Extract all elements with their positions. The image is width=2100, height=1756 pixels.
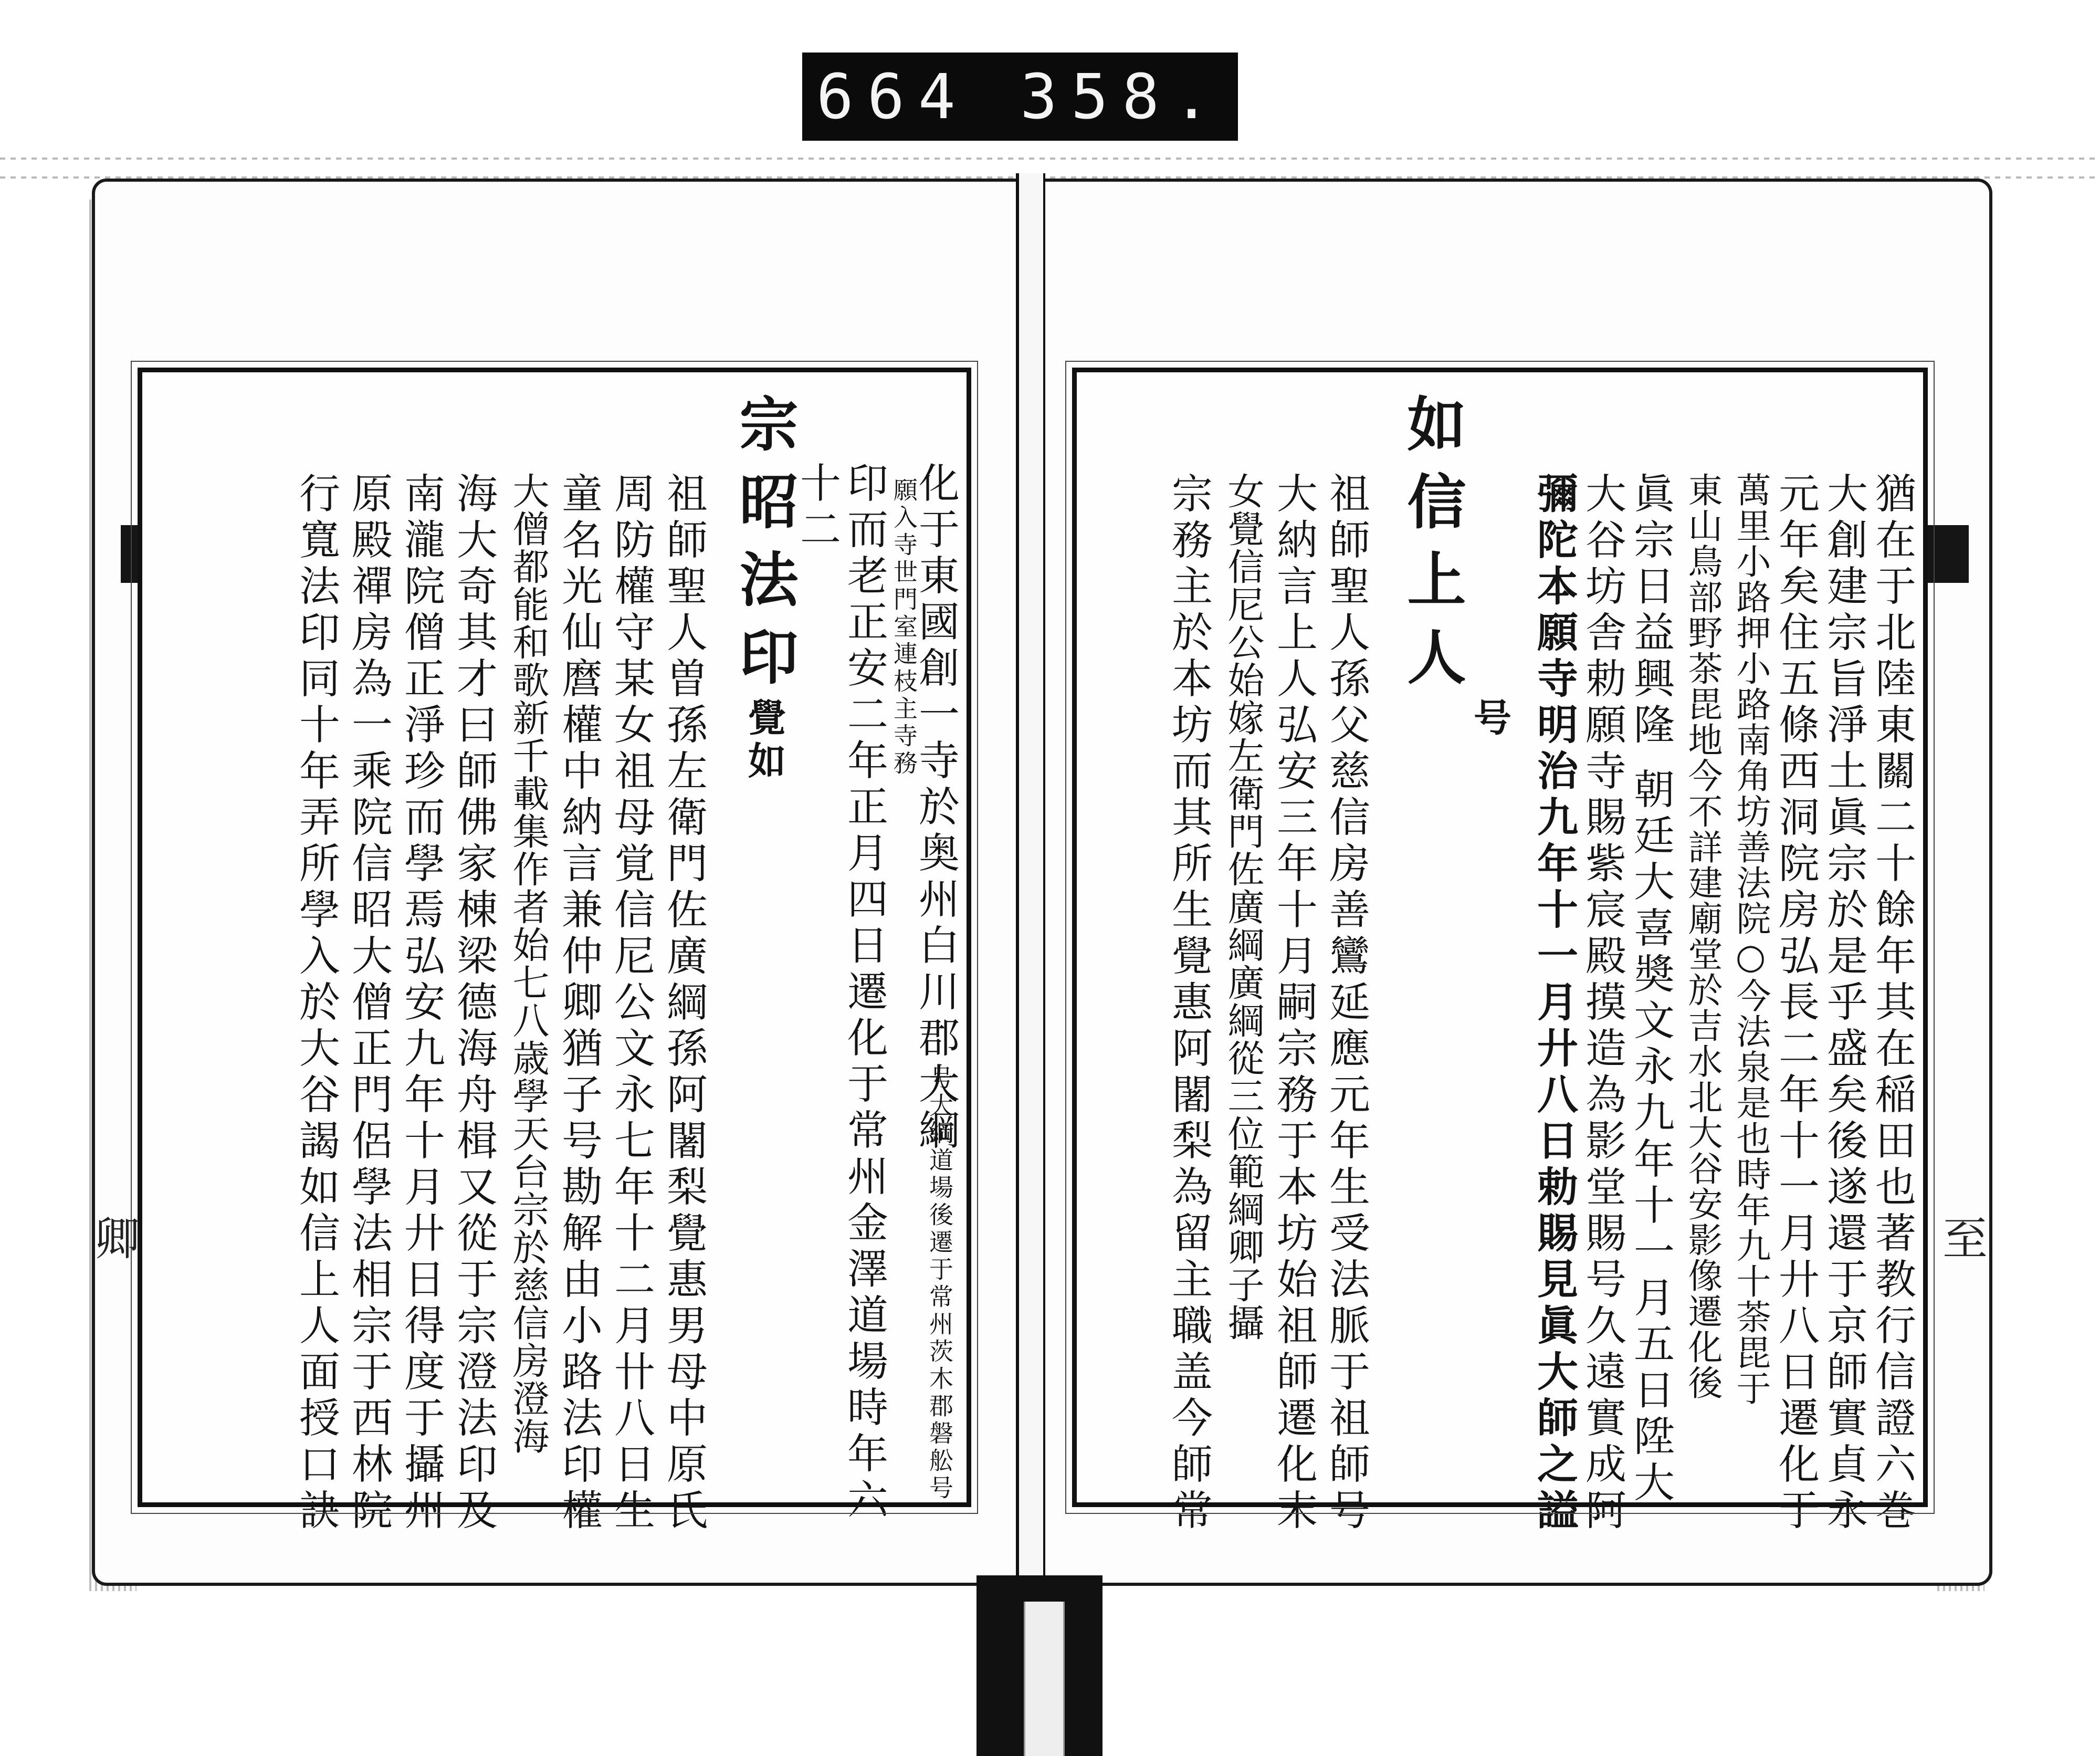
archive-number-label: 664 358.: [802, 53, 1238, 141]
body-column: 童名光仙麿權中納言兼仲卿猶子号勘解由小路法印權: [555, 472, 602, 1535]
body-column: 萬里小路押小路南角坊善法院○今法泉是也時年九十荼毘于: [1730, 472, 1771, 1406]
left-margin-mark: 卿: [94, 1213, 140, 1266]
right-margin-mark: 至: [1942, 1213, 1988, 1266]
entry-author: 号: [1467, 698, 1512, 741]
body-column: 宗務主於本坊而其所生覺惠阿闍梨為留主職盖今師常: [1165, 472, 1212, 1535]
intro-column: 印而老正安二年正月四日遷化于常州金澤道場時年六: [841, 462, 888, 1524]
entry-title: 宗昭法印: [730, 393, 799, 704]
body-column: 元年矣住五條西洞院房弘長二年十一月廾八日遷化于: [1772, 472, 1819, 1535]
entry-author: 覺如: [742, 698, 786, 784]
binding-strip-inner: [1024, 1602, 1065, 1756]
body-column: 海大奇其才曰師佛家棟梁德海舟楫又從于宗澄法印及: [450, 472, 497, 1535]
body-column: 眞宗日益興隆 朝廷大喜奬文永九年十一月五日陞大: [1627, 472, 1674, 1507]
body-column: 女覺信尼公始嫁左衛門佐廣綱廣綱從三位範綱卿子攝: [1222, 472, 1265, 1342]
body-column: 大谷坊舎勅願寺賜紫宸殿摸造為影堂賜号久遠實成阿: [1579, 472, 1626, 1535]
left-page-frame: [138, 368, 971, 1535]
body-column: 周防權守某女祖母覚信尼公文永七年十二月卄八日生: [607, 472, 655, 1535]
body-column: 大納言上人弘安三年十月嗣宗務于本坊始祖師遷化末: [1270, 472, 1317, 1535]
body-column: 猶在于北陸東關二十餘年其在稲田也著教行信證六巻: [1868, 472, 1916, 1535]
body-column: 東山鳥部野茶毘地今不詳建廟堂於吉水北大谷安影像遷化後: [1682, 472, 1723, 1400]
scan-artifact-line: [0, 158, 2100, 160]
entry-title: 如信上人: [1398, 393, 1466, 704]
body-column: 祖師聖人孫父慈信房善鸞延應元年生受法脈于祖師号: [1322, 472, 1370, 1535]
body-column: 行寬法印同十年弄所學入於大谷謁如信上人面授口訣: [292, 472, 340, 1535]
book-spine: [1016, 173, 1045, 1602]
right-page-frame: [1072, 368, 1928, 1535]
annotation-note: 願入寺世門室連枝主寺務: [890, 477, 918, 778]
body-column: 原殿禪房為一乘院信昭大僧正門侶學法相宗于西林院: [345, 472, 392, 1535]
body-column: 大創建宗旨淨土眞宗於是乎盛矣後遂還于京師實貞永: [1820, 472, 1867, 1535]
body-column: 祖師聖人曽孫左衛門佐廣綱孫阿闍梨覺惠男母中原氏: [660, 472, 707, 1535]
intro-column: 化于東國創一寺於奥州白川郡大綱: [912, 462, 959, 1155]
intro-column: 十二: [793, 462, 841, 554]
annotation-note: 号大綱道場後遷于常州茨木郡磐舩号: [926, 1065, 954, 1502]
body-column: 大僧都能和歌新千載集作者始七八歳學天台宗於慈信房澄海: [507, 472, 550, 1455]
body-column: 南瀧院僧正淨珍而學焉弘安九年十月廾日得度于攝州: [397, 472, 445, 1535]
body-column: 彌陀本願寺明治九年十一月廾八日勅賜見眞大師之謚: [1530, 472, 1578, 1535]
